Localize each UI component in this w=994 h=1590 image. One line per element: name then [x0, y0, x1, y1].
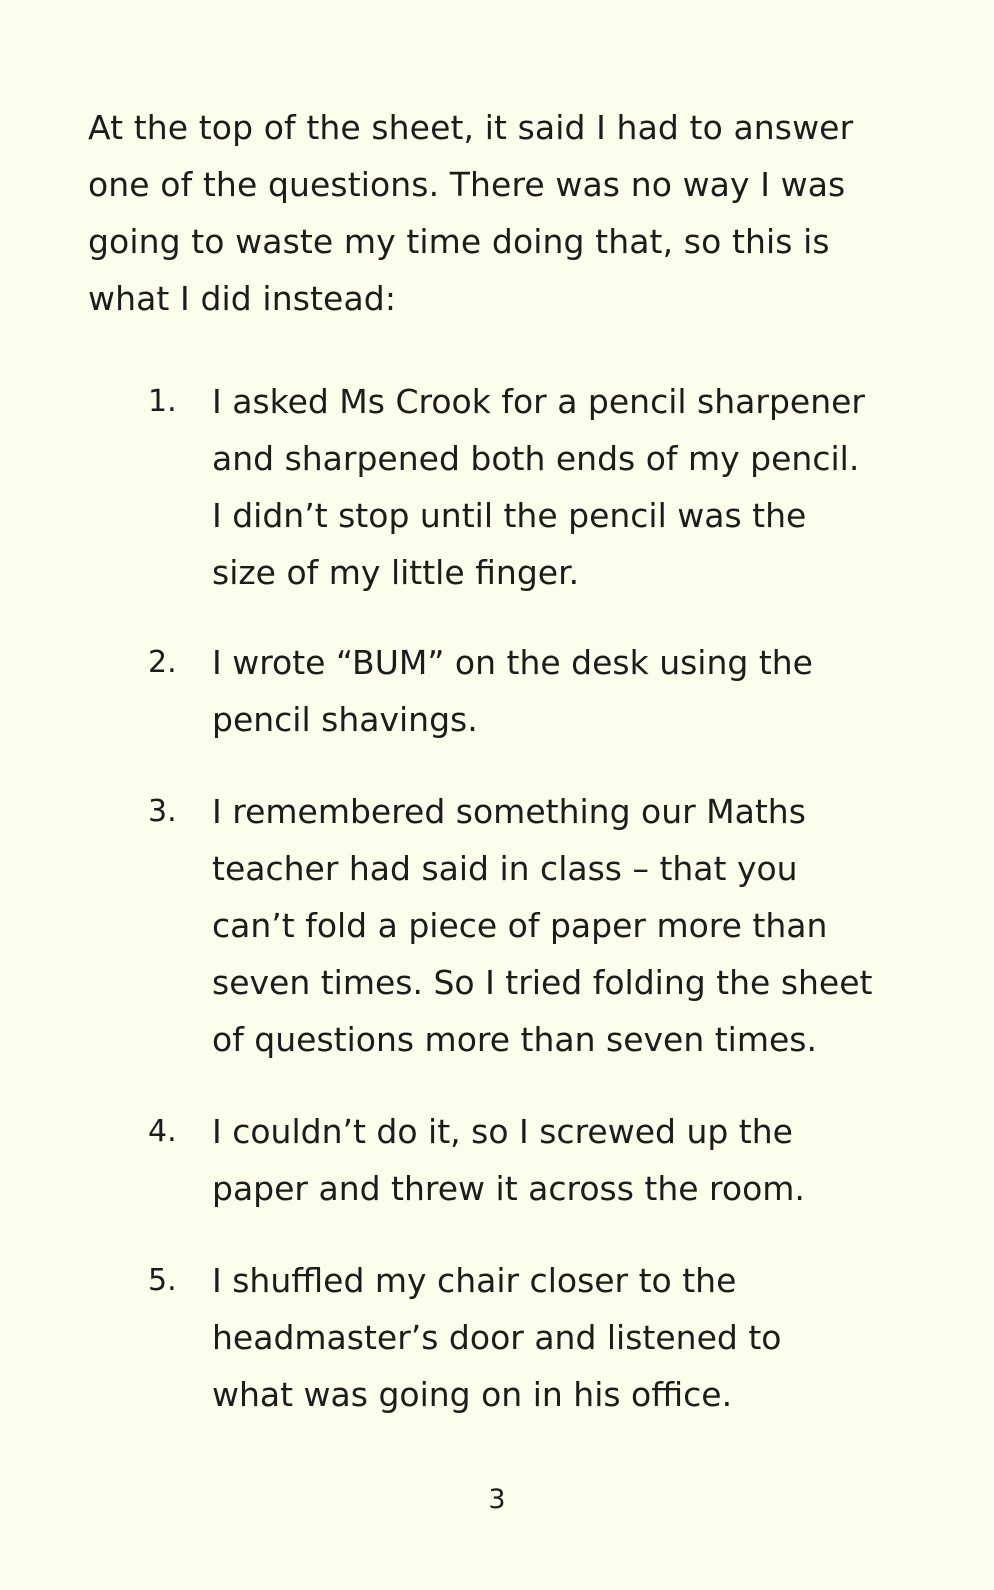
list-item-line: size of my little finger. — [212, 553, 580, 592]
intro-paragraph — [88, 99, 928, 327]
intro-line: what I did instead: — [88, 279, 397, 318]
list-item-text — [212, 1103, 932, 1217]
list-item-line: teacher had said in class – that you — [212, 849, 798, 888]
list-number: 2. — [148, 645, 177, 680]
intro-line: one of the questions. There was no way I was — [88, 165, 846, 204]
intro-line: At the top of the sheet, it said I had to answer — [88, 108, 854, 147]
list-item-line: can’t fold a piece of paper more than — [212, 906, 828, 945]
page-number: 3 — [488, 1484, 506, 1515]
list-item-line: paper and threw it across the room. — [212, 1169, 805, 1208]
list-item-line: I wrote “BUM” on the desk using the — [212, 643, 813, 682]
list-item-line: I didn’t stop until the pencil was the — [212, 496, 807, 535]
list-item-text — [212, 373, 932, 601]
list-item-line: seven times. So I tried folding the sheet — [212, 963, 873, 1002]
list-item-text — [212, 1252, 932, 1423]
list-item-line: pencil shavings. — [212, 700, 478, 739]
list-number: 5. — [148, 1263, 177, 1298]
list-item-line: I remembered something our Maths — [212, 792, 806, 831]
list-number: 1. — [148, 384, 177, 419]
list-item-text — [212, 783, 932, 1068]
list-item-text — [212, 634, 932, 748]
list-number: 4. — [148, 1114, 177, 1149]
list-item-line: I asked Ms Crook for a pencil sharpener — [212, 382, 865, 421]
list-item-line: headmaster’s door and listened to — [212, 1318, 782, 1357]
intro-line: going to waste my time doing that, so this is — [88, 222, 830, 261]
list-number: 3. — [148, 794, 177, 829]
list-item-line: I shuffled my chair closer to the — [212, 1261, 737, 1300]
list-item-line: of questions more than seven times. — [212, 1020, 817, 1059]
list-item-line: I couldn’t do it, so I screwed up the — [212, 1112, 793, 1151]
list-item-line: what was going on in his office. — [212, 1375, 733, 1414]
list-item-line: and sharpened both ends of my pencil. — [212, 439, 860, 478]
